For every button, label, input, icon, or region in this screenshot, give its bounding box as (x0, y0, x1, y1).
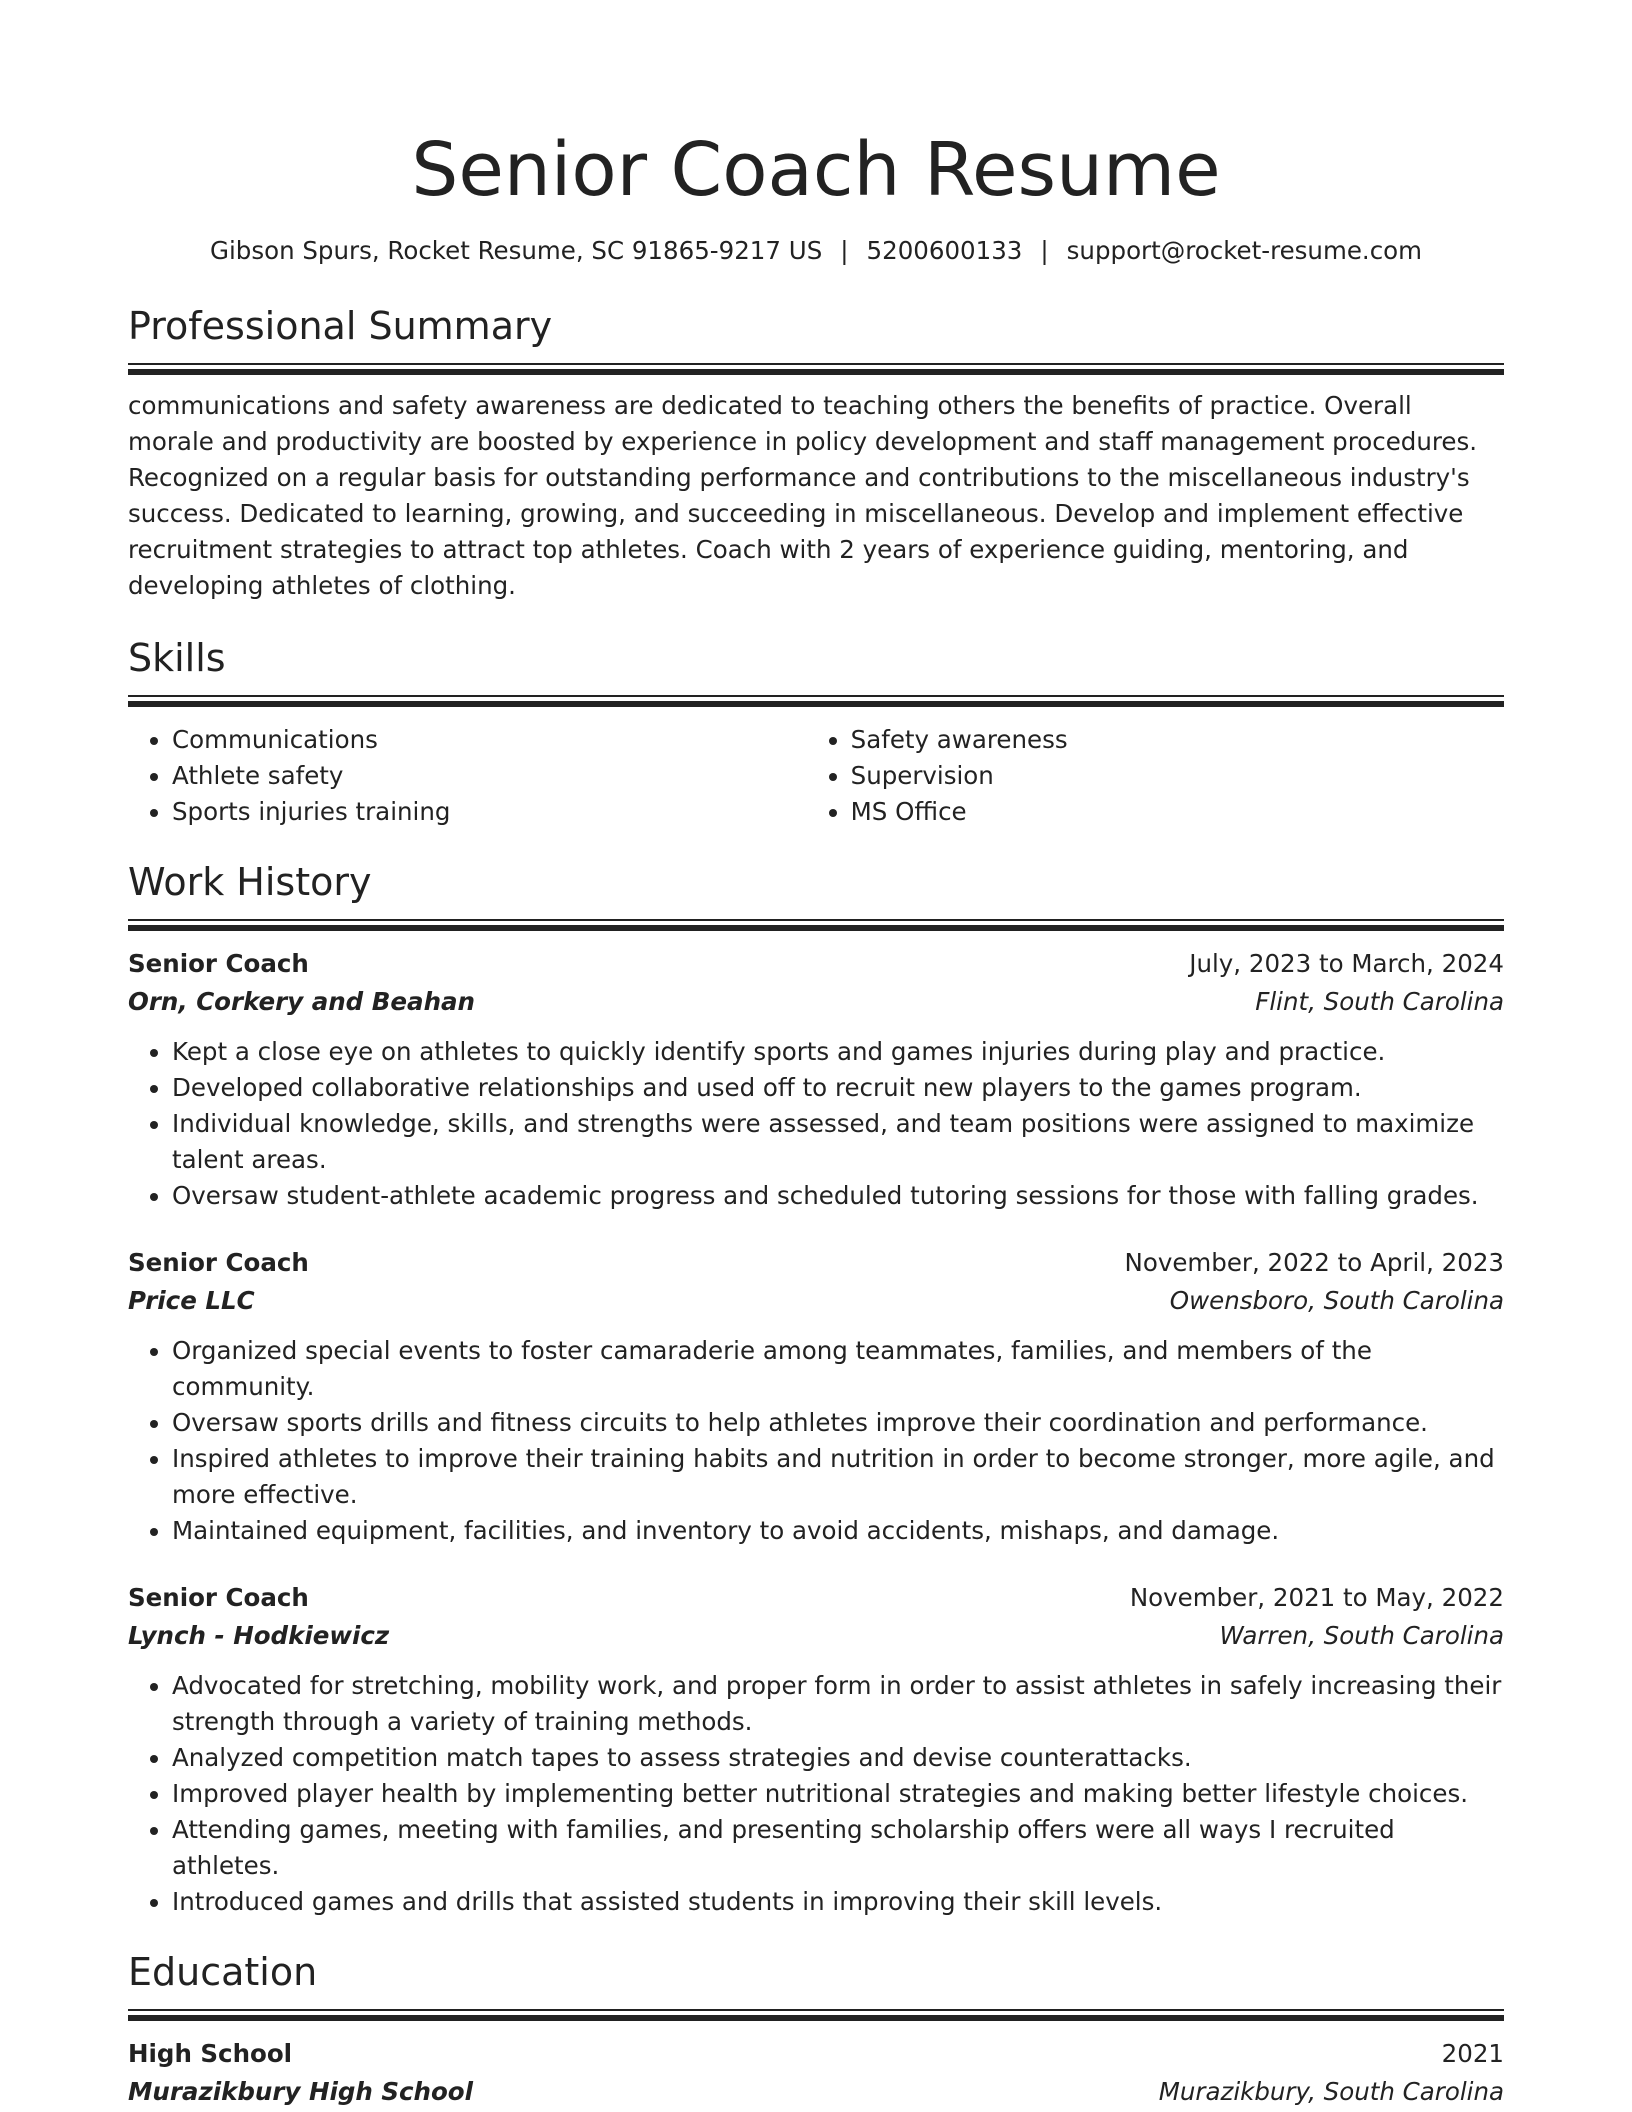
job-company: Price LLC (128, 1286, 255, 1315)
summary-section (128, 300, 1504, 604)
education-year: 2021 (1441, 2039, 1504, 2068)
skill-item: • Communications (172, 722, 807, 758)
contact-separator: | (1040, 236, 1049, 265)
section-divider (128, 919, 1504, 931)
job-bullet: • Organized special events to foster camaraderie among teammates, families, and members of the community. (172, 1333, 1504, 1405)
job-dates: July, 2023 to March, 2024 (1189, 949, 1504, 978)
job-dates: November, 2021 to May, 2022 (1129, 1583, 1504, 1612)
section-divider (128, 2009, 1504, 2021)
skills-list (128, 722, 1504, 830)
summary-text: communications and safety awareness are dedicated to teaching others the benefits of practice. Overall morale and productivity are boosted by experience in policy development and staff management procedures. Recognized on a regular basis for outstanding performance and contributions to the miscellaneous industry's success. Dedicated to learning, growing, and succeeding in miscellaneous. Develop and implement effective recruitment strategies to attract top athletes. Coach with 2 years of experience guiding, mentoring, and developing athletes of clothing. (128, 391, 1478, 600)
job-title: Senior Coach (128, 1583, 309, 1612)
education-location: Murazikbury, South Carolina (1158, 2077, 1504, 2106)
section-divider (128, 363, 1504, 375)
job-bullet: • Kept a close eye on athletes to quickly identify sports and games injuries during play and practice. (172, 1034, 1504, 1070)
contact-phone: 5200600133 (866, 236, 1023, 265)
job-bullet: • Inspired athletes to improve their training habits and nutrition in order to become stronger, more agile, and more effective. (172, 1441, 1504, 1513)
skill-item: • MS Office (851, 794, 1504, 830)
education-degree: High School (128, 2039, 293, 2068)
summary-heading: Professional Summary (128, 304, 553, 348)
job-bullet: • Introduced games and drills that assisted students in improving their skill levels. (172, 1884, 1504, 1920)
job-entry (128, 1244, 1504, 1549)
section-divider (128, 695, 1504, 707)
job-bullet: • Advocated for stretching, mobility work, and proper form in order to assist athletes in safely increasing their strength through a variety of training methods. (172, 1668, 1504, 1740)
skills-column-right (807, 722, 1504, 830)
job-bullets (128, 1668, 1504, 1920)
education-section (128, 1946, 1504, 2111)
resume-content (128, 118, 1504, 2111)
job-bullets (128, 1034, 1504, 1214)
job-bullet: • Maintained equipment, facilities, and inventory to avoid accidents, mishaps, and damage. (172, 1513, 1504, 1549)
education-entry (128, 2035, 1504, 2111)
job-location: Flint, South Carolina (1255, 987, 1504, 1016)
contact-separator: | (840, 236, 849, 265)
contact-line (128, 231, 1504, 271)
job-bullet: • Individual knowledge, skills, and strengths were assessed, and team positions were assigned to maximize talent areas. (172, 1106, 1504, 1178)
job-company: Orn, Corkery and Beahan (128, 987, 475, 1016)
job-company: Lynch - Hodkiewicz (128, 1621, 390, 1650)
job-title: Senior Coach (128, 1248, 309, 1277)
contact-email: support@rocket-resume.com (1066, 236, 1423, 265)
education-heading: Education (128, 1950, 318, 1994)
job-location: Owensboro, South Carolina (1169, 1286, 1504, 1315)
skill-item: • Sports injuries training (172, 794, 807, 830)
contact-address: Gibson Spurs, Rocket Resume, SC 91865-9217 US (209, 236, 823, 265)
job-location: Warren, South Carolina (1219, 1621, 1504, 1650)
job-bullet: • Oversaw sports drills and fitness circuits to help athletes improve their coordination and performance. (172, 1405, 1504, 1441)
job-bullets (128, 1333, 1504, 1549)
job-bullet: • Improved player health by implementing better nutritional strategies and making better lifestyle choices. (172, 1776, 1504, 1812)
skill-item: • Athlete safety (172, 758, 807, 794)
job-bullet: • Analyzed competition match tapes to assess strategies and devise counterattacks. (172, 1740, 1504, 1776)
resume-title: Senior Coach Resume (411, 127, 1221, 213)
education-school: Murazikbury High School (128, 2077, 474, 2106)
job-bullet: • Oversaw student-athlete academic progress and scheduled tutoring sessions for those with falling grades. (172, 1178, 1504, 1214)
job-entry (128, 945, 1504, 1214)
skills-column-left (128, 722, 807, 830)
job-dates: November, 2022 to April, 2023 (1124, 1248, 1504, 1277)
job-bullet: • Developed collaborative relationships and used off to recruit new players to the games program. (172, 1070, 1504, 1106)
job-bullet: • Attending games, meeting with families, and presenting scholarship offers were all ways I recruited athletes. (172, 1812, 1504, 1884)
job-entry (128, 1579, 1504, 1920)
skill-item: • Supervision (851, 758, 1504, 794)
job-title: Senior Coach (128, 949, 309, 978)
work-section (128, 856, 1504, 1920)
work-heading: Work History (128, 860, 372, 904)
skills-section (128, 632, 1504, 830)
skill-item: • Safety awareness (851, 722, 1504, 758)
skills-heading: Skills (128, 636, 226, 680)
